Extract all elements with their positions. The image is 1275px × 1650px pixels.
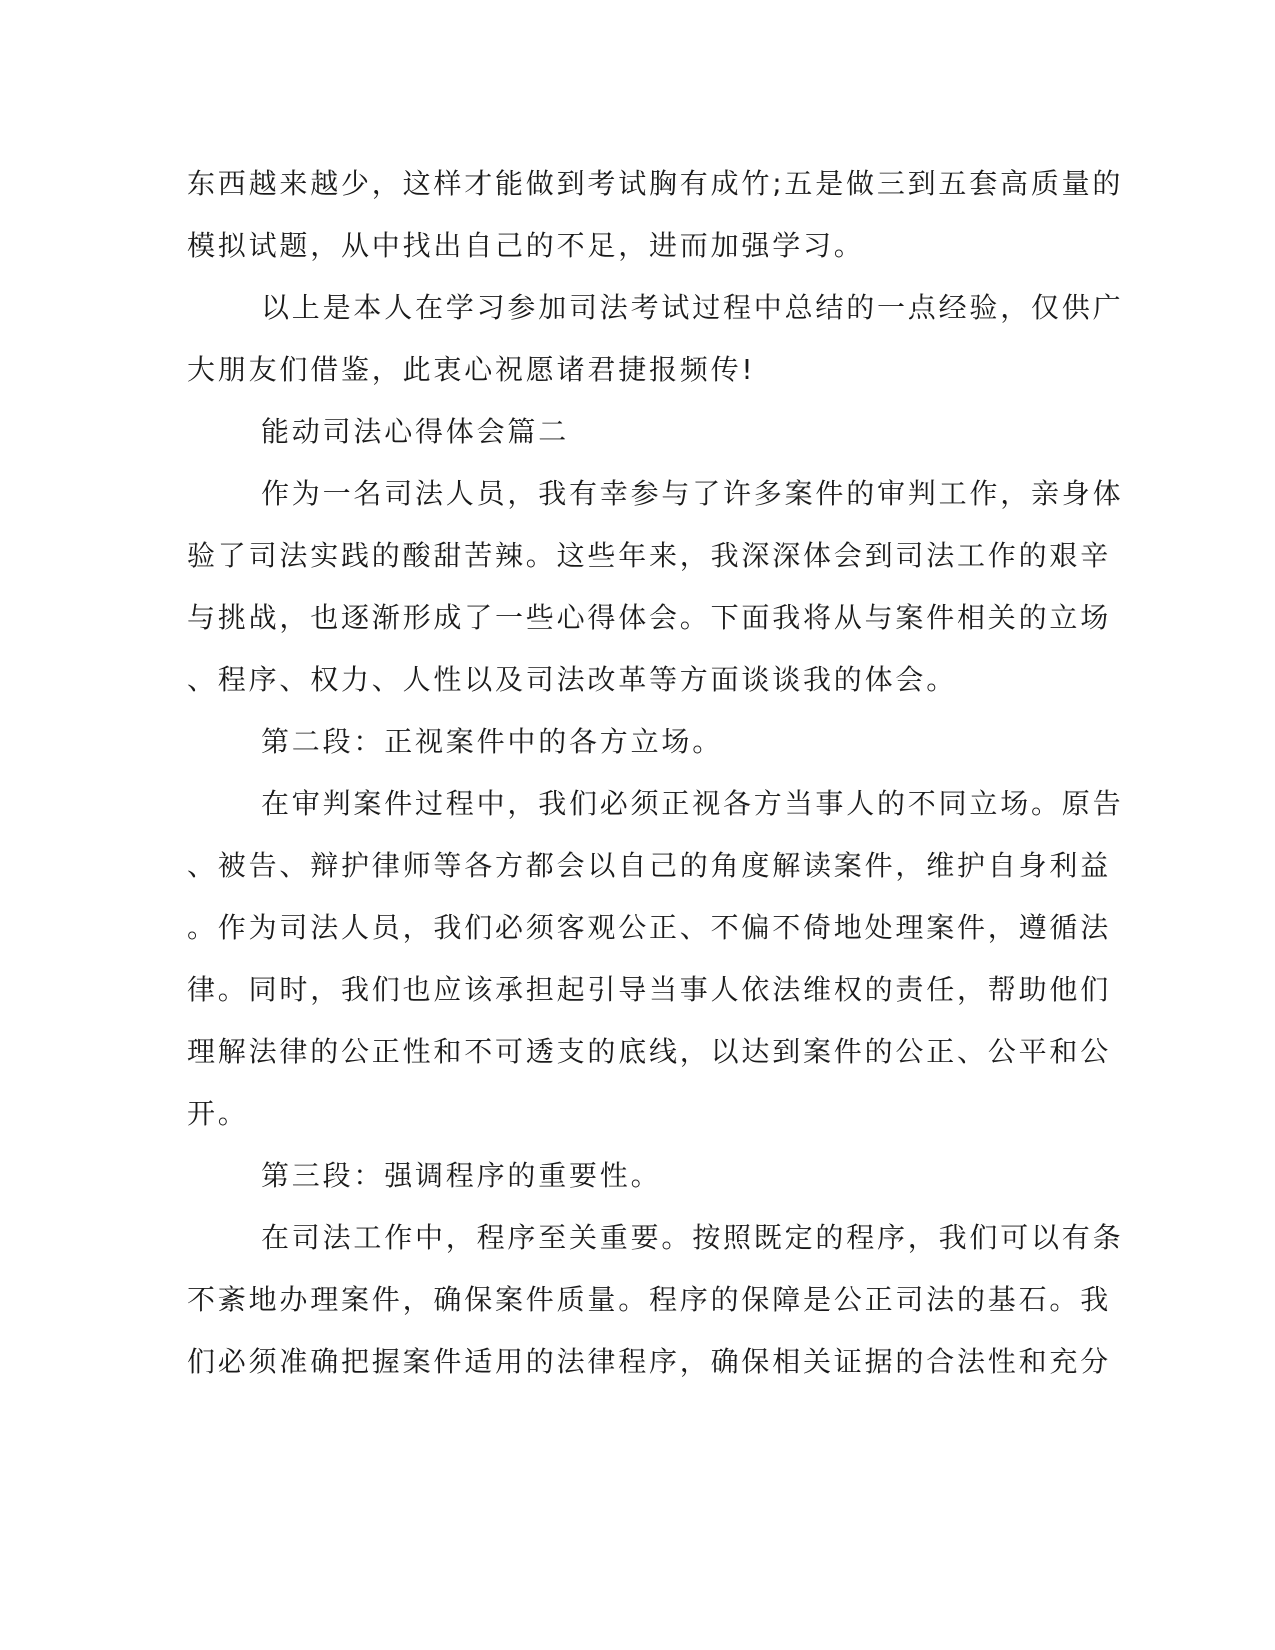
text-line: 大朋友们借鉴，此衷心祝愿诸君捷报频传! — [187, 353, 756, 386]
text-line: 在审判案件过程中，我们必须正视各方当事人的不同立场。原告 — [261, 787, 1124, 820]
text-line: 在司法工作中，程序至关重要。按照既定的程序，我们可以有条 — [261, 1221, 1124, 1254]
text-line: 以上是本人在学习参加司法考试过程中总结的一点经验，仅供广 — [261, 291, 1124, 324]
text-line: 律。同时，我们也应该承担起引导当事人依法维权的责任，帮助他们 — [187, 973, 1112, 1006]
text-line: 、被告、辩护律师等各方都会以自己的角度解读案件，维护自身利益 — [187, 849, 1112, 882]
text-line: 作为一名司法人员，我有幸参与了许多案件的审判工作，亲身体 — [261, 477, 1124, 510]
section-heading: 能动司法心得体会篇二 — [261, 415, 570, 448]
text-line: 们必须准确把握案件适用的法律程序，确保相关证据的合法性和充分 — [187, 1345, 1112, 1378]
document-body — [187, 153, 1124, 1393]
text-line: 验了司法实践的酸甜苦辣。这些年来，我深深体会到司法工作的艰辛 — [187, 539, 1112, 572]
section-heading: 第三段：强调程序的重要性。 — [261, 1159, 662, 1192]
text-line: 。作为司法人员，我们必须客观公正、不偏不倚地处理案件，遵循法 — [187, 911, 1112, 944]
text-line: 理解法律的公正性和不可透支的底线，以达到案件的公正、公平和公 — [187, 1035, 1112, 1068]
text-line: 东西越来越少，这样才能做到考试胸有成竹;五是做三到五套高质量的 — [187, 167, 1124, 200]
text-line: 模拟试题，从中找出自己的不足，进而加强学习。 — [187, 229, 865, 262]
text-line: 与挑战，也逐渐形成了一些心得体会。下面我将从与案件相关的立场 — [187, 601, 1112, 634]
text-line: 开。 — [187, 1097, 249, 1130]
section-heading: 第二段：正视案件中的各方立场。 — [261, 725, 724, 758]
text-line: 、程序、权力、人性以及司法改革等方面谈谈我的体会。 — [187, 663, 958, 696]
text-line: 不紊地办理案件，确保案件质量。程序的保障是公正司法的基石。我 — [187, 1283, 1112, 1316]
